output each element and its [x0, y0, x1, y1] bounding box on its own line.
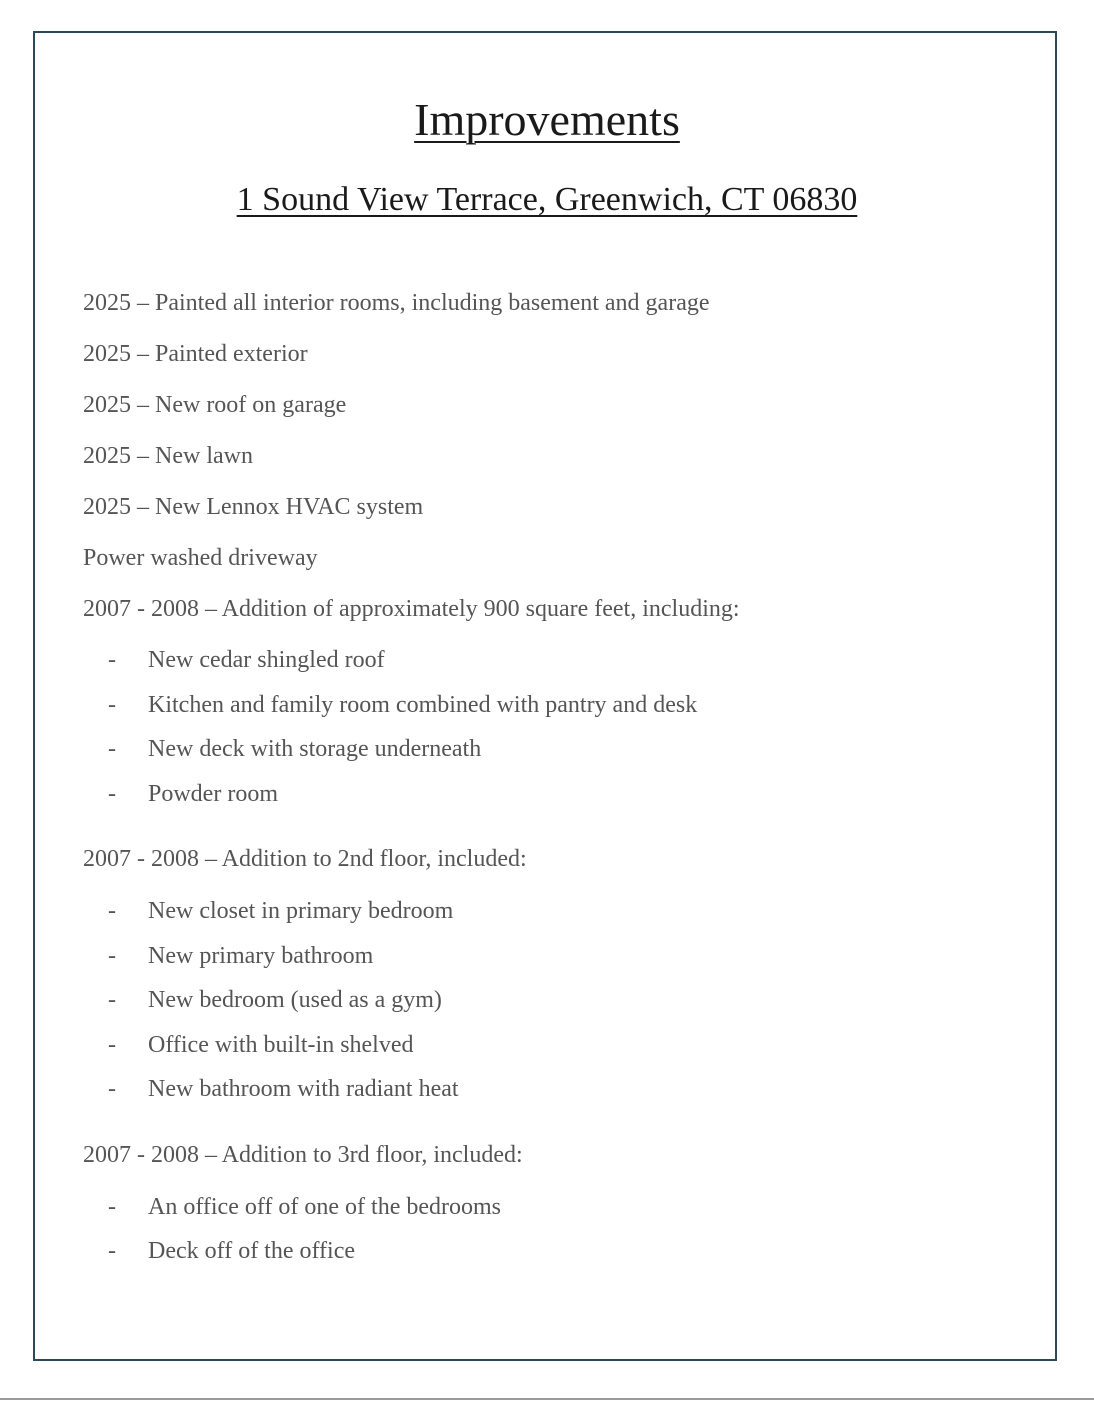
list-item-text: New deck with storage underneath [148, 736, 482, 762]
list-item [108, 690, 697, 720]
entry-hvac-system: 2025 – New Lennox HVAC system [83, 494, 424, 520]
list-item [108, 1192, 501, 1222]
list-item [108, 779, 278, 809]
list-item-text: New closet in primary bedroom [148, 898, 454, 924]
entry-garage-roof: 2025 – New roof on garage [83, 392, 347, 418]
list-item-text: Office with built-in shelved [148, 1032, 414, 1058]
bullet-dash: - [108, 987, 116, 1013]
list-item-text: Kitchen and family room combined with pantry and desk [148, 692, 698, 718]
bullet-dash: - [108, 898, 116, 924]
list-item [108, 1236, 355, 1266]
bullet-dash: - [108, 1076, 116, 1102]
bullet-dash: - [108, 781, 116, 807]
page-title: Improvements [414, 94, 680, 145]
list-item [108, 1030, 414, 1060]
entry-exterior-painting: 2025 – Painted exterior [83, 341, 308, 367]
list-item [108, 734, 481, 764]
list-item-text: Deck off of the office [148, 1238, 356, 1264]
list-item [108, 941, 373, 971]
bullet-dash: - [108, 736, 116, 762]
list-item-text: New cedar shingled roof [148, 647, 385, 673]
page-bottom-divider [0, 1398, 1094, 1400]
list-item-text: New primary bathroom [148, 943, 374, 969]
list-item-text: New bathroom with radiant heat [148, 1076, 459, 1102]
list-item [108, 1074, 459, 1104]
list-item [108, 645, 385, 675]
entry-addition-900-sqft: 2007 - 2008 – Addition of approximately 900 square feet, including: [83, 596, 740, 622]
list-item-text: New bedroom (used as a gym) [148, 987, 442, 1013]
bullet-dash: - [108, 1032, 116, 1058]
bullet-dash: - [108, 692, 116, 718]
list-item-text: Powder room [148, 781, 278, 807]
bullet-dash: - [108, 1194, 116, 1220]
list-item [108, 985, 442, 1015]
entry-power-washed-driveway: Power washed driveway [83, 545, 318, 571]
bullet-dash: - [108, 647, 116, 673]
property-address: 1 Sound View Terrace, Greenwich, CT 06830 [236, 181, 858, 218]
second-floor-heading: 2007 - 2008 – Addition to 2nd floor, included: [83, 846, 527, 872]
list-item-text: An office off of one of the bedrooms [148, 1194, 502, 1220]
bullet-dash: - [108, 943, 116, 969]
third-floor-heading: 2007 - 2008 – Addition to 3rd floor, included: [83, 1142, 523, 1168]
list-item [108, 896, 453, 926]
entry-new-lawn: 2025 – New lawn [83, 443, 253, 469]
bullet-dash: - [108, 1238, 116, 1264]
entry-interior-painting: 2025 – Painted all interior rooms, including basement and garage [83, 290, 710, 316]
